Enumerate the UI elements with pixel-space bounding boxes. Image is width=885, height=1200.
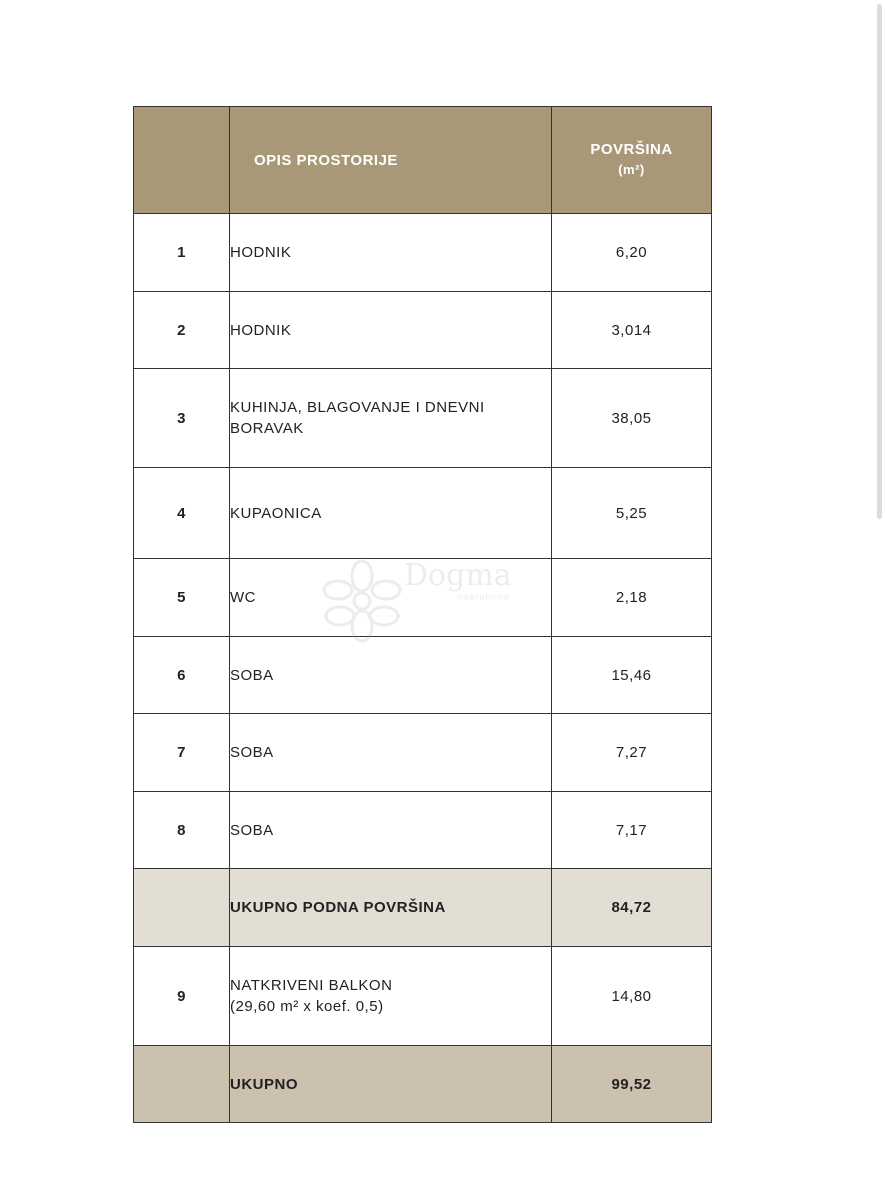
row-number: 5 bbox=[134, 559, 230, 637]
watermark-brand: Dogma bbox=[404, 558, 512, 593]
row-number: 2 bbox=[134, 292, 230, 369]
subtotal-label: UKUPNO PODNA POVRŠINA bbox=[230, 869, 552, 947]
row-area: 7,27 bbox=[552, 714, 712, 792]
row-number: 6 bbox=[134, 637, 230, 714]
row-description: SOBA bbox=[230, 714, 552, 792]
subtotal-number bbox=[134, 869, 230, 947]
table-row bbox=[134, 369, 712, 468]
balcony-description bbox=[230, 947, 552, 1046]
total-number bbox=[134, 1046, 230, 1123]
row-number: 1 bbox=[134, 214, 230, 292]
row-number: 9 bbox=[134, 947, 230, 1046]
table-row bbox=[134, 637, 712, 714]
row-area: 38,05 bbox=[552, 369, 712, 468]
row-area: 3,014 bbox=[552, 292, 712, 369]
subtotal-area: 84,72 bbox=[552, 869, 712, 947]
row-description: SOBA bbox=[230, 637, 552, 714]
row-description: KUHINJA, BLAGOVANJE I DNEVNI BORAVAK bbox=[230, 369, 552, 468]
header-description: OPIS PROSTORIJE bbox=[230, 107, 552, 214]
row-number: 8 bbox=[134, 792, 230, 869]
balcony-note: (29,60 m² x koef. 0,5) bbox=[230, 998, 384, 1015]
balcony-label: NATKRIVENI BALKON bbox=[230, 977, 393, 994]
table-header-row bbox=[134, 107, 712, 214]
header-number bbox=[134, 107, 230, 214]
row-area: 2,18 bbox=[552, 559, 712, 637]
table-row bbox=[134, 559, 712, 637]
scrollbar[interactable] bbox=[877, 4, 882, 519]
row-area: 14,80 bbox=[552, 947, 712, 1046]
row-description: SOBA bbox=[230, 792, 552, 869]
watermark-subtitle: nekretnine bbox=[458, 592, 511, 602]
row-description: WC bbox=[230, 559, 552, 637]
row-area: 6,20 bbox=[552, 214, 712, 292]
subtotal-row bbox=[134, 869, 712, 947]
table-row bbox=[134, 714, 712, 792]
total-area: 99,52 bbox=[552, 1046, 712, 1123]
row-number: 4 bbox=[134, 468, 230, 559]
total-row bbox=[134, 1046, 712, 1123]
row-area: 5,25 bbox=[552, 468, 712, 559]
header-area-unit: (m²) bbox=[618, 162, 645, 177]
header-area bbox=[552, 107, 712, 214]
room-area-table bbox=[133, 106, 712, 1123]
row-number: 7 bbox=[134, 714, 230, 792]
total-label: UKUPNO bbox=[230, 1046, 552, 1123]
row-number: 3 bbox=[134, 369, 230, 468]
table-row bbox=[134, 468, 712, 559]
balcony-row bbox=[134, 947, 712, 1046]
row-description: HODNIK bbox=[230, 214, 552, 292]
row-description: HODNIK bbox=[230, 292, 552, 369]
row-area: 7,17 bbox=[552, 792, 712, 869]
row-description: KUPAONICA bbox=[230, 468, 552, 559]
table-row bbox=[134, 292, 712, 369]
table-row bbox=[134, 792, 712, 869]
header-area-label: POVRŠINA bbox=[590, 141, 673, 158]
row-area: 15,46 bbox=[552, 637, 712, 714]
table-row bbox=[134, 214, 712, 292]
